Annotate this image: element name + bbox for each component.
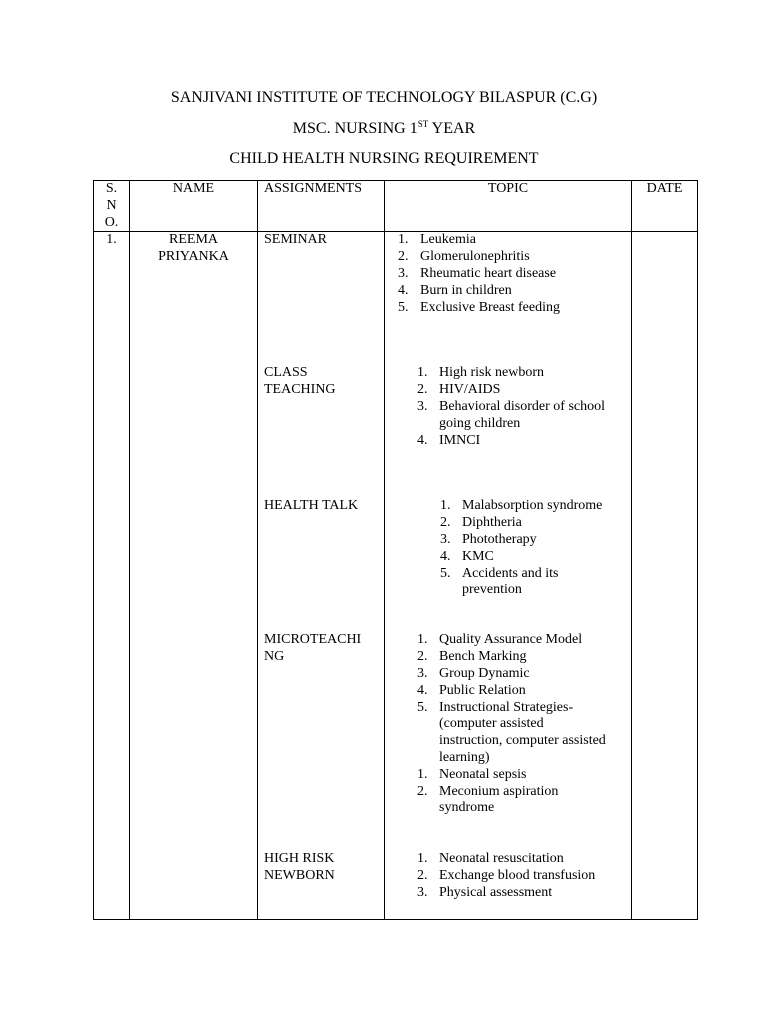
topic-number: 1.	[417, 851, 428, 867]
topic-number: 4.	[417, 432, 428, 448]
topic-text: HIV/AIDS	[439, 382, 501, 398]
topic-text: Instructional Strategies-	[439, 699, 574, 715]
topic-text: Burn in children	[420, 282, 512, 298]
header-sno	[94, 181, 130, 232]
topic-number: 3.	[417, 665, 428, 681]
topic-text: Exclusive Breast feeding	[420, 299, 560, 315]
topic-item	[417, 851, 628, 868]
assignment-label-line: CLASS	[264, 365, 308, 381]
header-sno-line: S.	[105, 181, 118, 196]
header-date: DATE	[632, 181, 698, 232]
topic-item	[417, 868, 628, 885]
topic-number: 1.	[417, 632, 428, 648]
subject-title: CHILD HEALTH NURSING REQUIREMENT	[229, 150, 539, 167]
topic-text: KMC	[462, 548, 494, 564]
topic-number: 2.	[417, 382, 428, 398]
assignment-label-line: NG	[264, 649, 285, 665]
topic-item	[417, 665, 628, 683]
topic-number: 3.	[417, 398, 428, 414]
topic-item	[417, 382, 628, 399]
table-row	[94, 232, 698, 920]
topic-text: Malabsorption syndrome	[462, 498, 603, 514]
topic-text: Diphtheria	[462, 515, 522, 531]
topic-item	[440, 515, 628, 532]
topic-item	[417, 432, 628, 450]
assignment-label-line: HEALTH TALK	[264, 498, 359, 514]
topic-text: Neonatal resuscitation	[439, 851, 564, 867]
topic-text: Behavioral disorder of school	[439, 398, 606, 414]
table-header-row	[94, 181, 698, 232]
topic-text: Leukemia	[420, 232, 476, 248]
topic-text: Bench Marking	[439, 649, 527, 665]
topic-item	[440, 565, 628, 600]
assignment-label-line: MICROTEACHI	[264, 632, 362, 648]
row-name-line: REEMA	[169, 232, 218, 248]
requirement-table	[93, 180, 698, 920]
topic-item	[398, 282, 628, 300]
topic-text: learning)	[439, 749, 490, 765]
row-topics	[385, 232, 632, 920]
topic-text: Exchange blood transfusion	[439, 868, 596, 884]
topic-item	[417, 884, 628, 902]
topic-number: 1.	[417, 766, 428, 782]
assignment-label-line: TEACHING	[264, 382, 336, 398]
assignment-label	[264, 232, 327, 249]
topic-text: Glomerulonephritis	[420, 249, 530, 265]
topic-item	[398, 249, 628, 266]
topic-text: syndrome	[439, 800, 495, 816]
topic-text: Meconium aspiration	[439, 783, 559, 799]
topic-item	[440, 531, 628, 549]
topic-number: 5.	[398, 299, 409, 315]
assignment-label	[264, 498, 358, 515]
topic-item	[417, 398, 628, 433]
header-assignments: ASSIGNMENTS	[258, 181, 385, 232]
topic-text: instruction, computer assisted	[439, 733, 606, 749]
topic-item	[417, 365, 628, 382]
topic-number: 4.	[398, 282, 409, 298]
topic-text: prevention	[462, 582, 522, 598]
topic-list	[440, 498, 628, 599]
topic-number: 5.	[417, 699, 428, 715]
topic-number: 2.	[398, 249, 409, 265]
topic-number: 2.	[417, 868, 428, 884]
row-date	[632, 232, 698, 920]
topic-number: 2.	[417, 649, 428, 665]
row-assignments	[258, 232, 385, 920]
row-name-line: PRIYANKA	[158, 249, 229, 265]
topic-item	[417, 699, 628, 767]
topic-text: High risk newborn	[439, 365, 544, 381]
assignment-label-line: HIGH RISK	[264, 851, 335, 867]
topic-list	[417, 851, 628, 901]
topic-text: Accidents and its	[462, 565, 559, 581]
header-sno-line: N	[106, 197, 117, 213]
topic-number: 2.	[440, 515, 451, 531]
course-suffix: YEAR	[428, 120, 476, 137]
topic-number: 3.	[398, 265, 409, 281]
topic-number: 1.	[417, 365, 428, 381]
topic-item	[417, 766, 628, 784]
topic-text: Group Dynamic	[439, 665, 530, 681]
topic-item	[440, 548, 628, 566]
topic-item	[417, 649, 628, 666]
assignment-label	[264, 632, 361, 666]
topic-item	[398, 232, 628, 249]
topic-list	[417, 632, 628, 817]
topic-text: (computer assisted	[439, 716, 544, 732]
topic-text: Physical assessment	[439, 884, 553, 900]
topic-list	[398, 232, 628, 316]
topic-text: Quality Assurance Model	[439, 632, 583, 648]
topic-text: Public Relation	[439, 682, 526, 698]
assignment-label-line: NEWBORN	[264, 868, 335, 884]
topic-number: 5.	[440, 565, 451, 581]
topic-item	[417, 783, 628, 818]
topic-item	[417, 632, 628, 649]
topic-number: 2.	[417, 783, 428, 799]
topic-number: 1.	[440, 498, 451, 514]
topic-item	[417, 682, 628, 700]
institute-title: SANJIVANI INSTITUTE OF TECHNOLOGY BILASPUR (C.G)	[170, 89, 598, 106]
topic-text: Rheumatic heart disease	[420, 265, 557, 281]
topic-text: IMNCI	[439, 432, 481, 448]
topic-number: 1.	[398, 232, 409, 248]
topic-number: 3.	[417, 884, 428, 900]
topic-list	[417, 365, 628, 449]
course-title	[0, 120, 768, 139]
header-name: NAME	[130, 181, 258, 232]
assignment-label-line: SEMINAR	[264, 232, 328, 248]
topic-text: Neonatal sepsis	[439, 766, 527, 782]
assignment-label	[264, 851, 335, 885]
topic-item	[398, 265, 628, 283]
topic-number: 3.	[440, 531, 451, 547]
row-name	[130, 232, 258, 920]
topic-item	[440, 498, 628, 515]
assignment-label	[264, 365, 336, 399]
topic-number: 4.	[417, 682, 428, 698]
topic-number: 4.	[440, 548, 451, 564]
row-sno: 1.	[94, 232, 130, 920]
course-prefix: MSC. NURSING 1	[292, 120, 418, 137]
topic-text: Phototherapy	[462, 531, 537, 547]
topic-item	[398, 299, 628, 317]
course-superscript: ST	[417, 119, 429, 129]
topic-text: going children	[439, 415, 521, 431]
header-topic: TOPIC	[385, 181, 632, 232]
header-sno-line: O.	[104, 214, 119, 230]
